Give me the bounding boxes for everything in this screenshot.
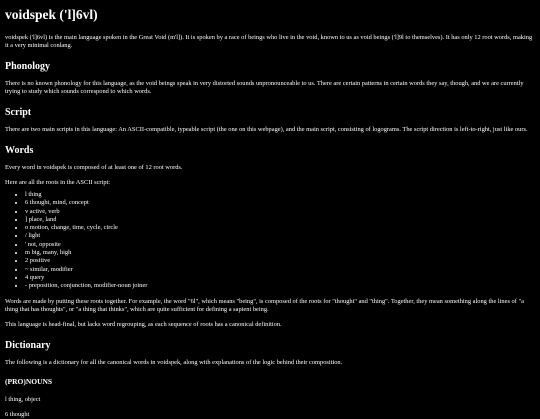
pronouns-subheading: (PRO)NOUNS (5, 376, 53, 386)
list-item: • - preposition, conjunction, modifier-noun joiner (25, 282, 535, 290)
list-item: • o motion, change, time, cycle, circle (25, 224, 535, 232)
list-item: • ~ similar, modifier (25, 266, 535, 274)
list-item: • l thing (25, 191, 535, 199)
dictionary-heading: Dictionary (5, 339, 51, 351)
list-item: • / light (25, 232, 535, 240)
dictionary-entry: l thing, object (5, 396, 41, 404)
list-item: • m big, many, high (25, 249, 535, 257)
list-item: • 6 thought, mind, concept (25, 199, 535, 207)
phonology-paragraph: There is no known phonology for this language, as the void beings speak in very distorted sounds unpronounceable to us. There are certain patterns in certain words they say, though, and we are currently trying to study which sounds correspond to which words. (5, 79, 524, 95)
intro-paragraph: voidspek ('l]6vl) is the main language spoken in the Great Void (m'l]). It is spoken by a race of beings who live in the void, known to us as void beings ('l]9l to themselves). It has only 12 root words, making it a very minimal conlang. (5, 33, 533, 49)
words-paragraph-3: Words are made by putting these roots together. For example, the word "6l", which means "being", is composed of the roots for "thought" and "thing". Together, they mean something along the lines of "a thing that has thoughts", or "a thing that thinks", which are quite sufficient for defining a sapient being. (5, 297, 524, 313)
words-paragraph-1: Every word in voidspek is composed of at least one of 12 root words. (5, 163, 183, 171)
script-heading: Script (5, 106, 32, 118)
dictionary-entry: 6 thought (5, 411, 30, 419)
list-item: • 2 positive (25, 257, 535, 265)
list-item: • ' not, opposite (25, 241, 535, 249)
roots-list (5, 191, 535, 291)
phonology-heading: Phonology (5, 60, 51, 72)
list-item: • 4 query (25, 274, 535, 282)
dictionary-paragraph: The following is a dictionary for all the canonical words in voidspek, along with explanations of the logic behind their composition. (5, 358, 343, 366)
list-item: • ] place, land (25, 216, 535, 224)
words-paragraph-2: Here are all the roots in the ASCII script: (5, 178, 111, 186)
list-item: • v active, verb (25, 208, 535, 216)
script-paragraph: There are two main scripts in this language: An ASCII-compatible, typeable script (the one on this webpage), and the main script, consisting of logograms. The script direction is left-to-right, just like ours. (5, 125, 528, 133)
page-title: voidspek ('l]6vl) (5, 7, 98, 22)
words-heading: Words (5, 144, 34, 156)
words-paragraph-4: This language is head-final, but lacks word regrouping, as each sequence of roots has a canonical definition. (5, 320, 282, 328)
